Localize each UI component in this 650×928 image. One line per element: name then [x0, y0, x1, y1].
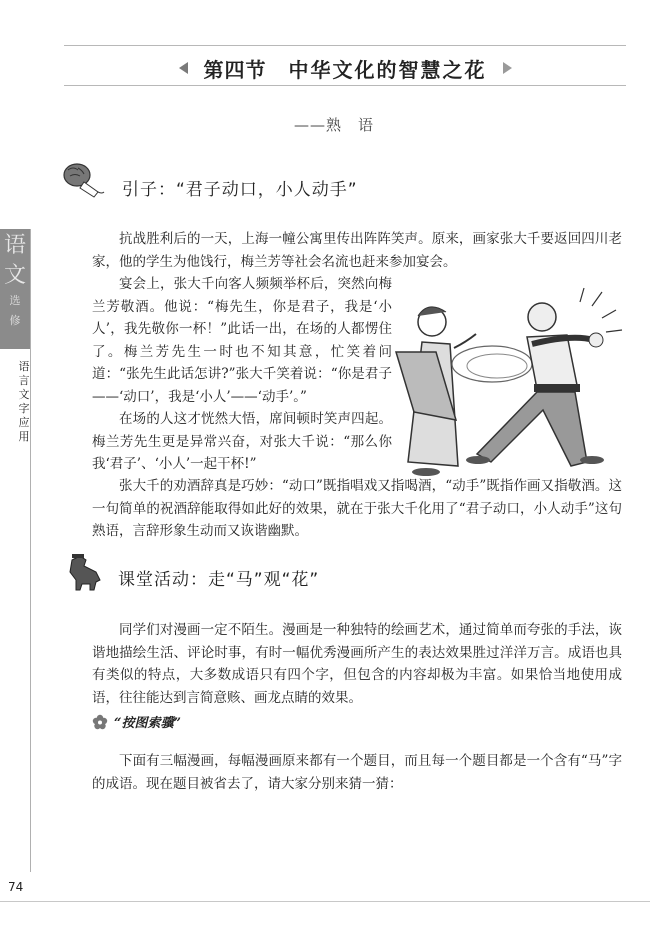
- section-subtitle: ——熟 语: [293, 116, 374, 134]
- side-vertical-label: 语言文字应用: [18, 360, 30, 443]
- section-heading-text: 引子：“君子动口，小人动手”: [122, 179, 358, 200]
- paragraph: 在场的人这才恍然大悟，席间顿时笑声四起。梅兰芳先生更是异常兴奋，对张大千说：“那么你我‘君子’、‘小人’一起干杯!”: [92, 411, 392, 472]
- paragraph: 下面有三幅漫画，每幅漫画原来都有一个题目，而且每一个题目都是一个含有“马”字的成语。现在题目被省去了，请大家分别来猜一猜：: [92, 753, 622, 792]
- paragraph: 张大千的劝酒辞真是巧妙：“动口”既指唱戏又指喝酒，“动手”既指作画又指敬酒。这一句简单的祝酒辞能取得如此好的效果，就在于张大千化用了“君子动口，小人动手”这句熟语，言辞形象生动而又诙谐幽默。: [92, 478, 622, 539]
- flower-icon: [92, 714, 108, 730]
- body-paragraph: [92, 750, 622, 795]
- fist-icon: [60, 160, 108, 200]
- triangle-right-icon: [503, 62, 512, 74]
- page-number: 74: [8, 880, 24, 894]
- subheading-anntu: [92, 712, 181, 731]
- section-heading-text: 课堂活动：走“马”观“花”: [118, 569, 320, 590]
- side-tab-char: 文: [3, 263, 26, 288]
- section-title-bar: [64, 52, 626, 84]
- side-tab: [0, 229, 30, 349]
- header-bottom-rule: [64, 85, 626, 86]
- paragraph: 宴会上，张大千向客人频频举杯后，突然向梅兰芳敬酒。他说：“梅先生，你是君子，我是‘小人’，我先敬你一杯！”此话一出，在场的人都愣住了。梅兰芳先生一时也不知其意，忙笑着问道：“张先生此话怎讲?”张大千笑着说：“你是君子——‘动口’，我是‘小人’——‘动手’。”: [92, 276, 392, 405]
- section-number: 第四节: [203, 57, 267, 82]
- section-heading-activity: [64, 552, 319, 592]
- cartoon-illustration: [392, 282, 638, 492]
- paragraph: 同学们对漫画一定不陌生。漫画是一种独特的绘画艺术，通过简单而夸张的手法，诙谐地描绘生活、评论时事，有时一幅优秀漫画所产生的表达效果胜过洋洋万言。成语也具有类似的特点，大多数成语只有四个字，但包含的内容却极为丰富。如果恰当地使用成语，往往能达到言简意赅、画龙点睛的效果。: [92, 622, 622, 706]
- footer-rule: [0, 901, 650, 902]
- side-tab-char: 语: [3, 233, 26, 258]
- triangle-left-icon: [179, 62, 188, 74]
- margin-rule: [30, 229, 31, 872]
- body-paragraph: [92, 228, 622, 273]
- side-tab-char: 选: [9, 294, 21, 307]
- section-heading-intro: [60, 160, 358, 200]
- paragraph: 抗战胜利后的一天，上海一幢公寓里传出阵阵笑声。原来，画家张大千要返回四川老家，他的学生为他饯行，梅兰芳等社会名流也赶来参加宴会。: [92, 231, 622, 270]
- horse-icon: [64, 552, 104, 592]
- side-tab-char: 修: [9, 314, 21, 327]
- subheading-text: “按图索骥”: [114, 716, 181, 731]
- body-paragraph: [92, 273, 392, 476]
- body-paragraph: [92, 619, 622, 709]
- header-top-rule: [64, 45, 626, 46]
- section-title: 中华文化的智慧之花: [288, 57, 487, 82]
